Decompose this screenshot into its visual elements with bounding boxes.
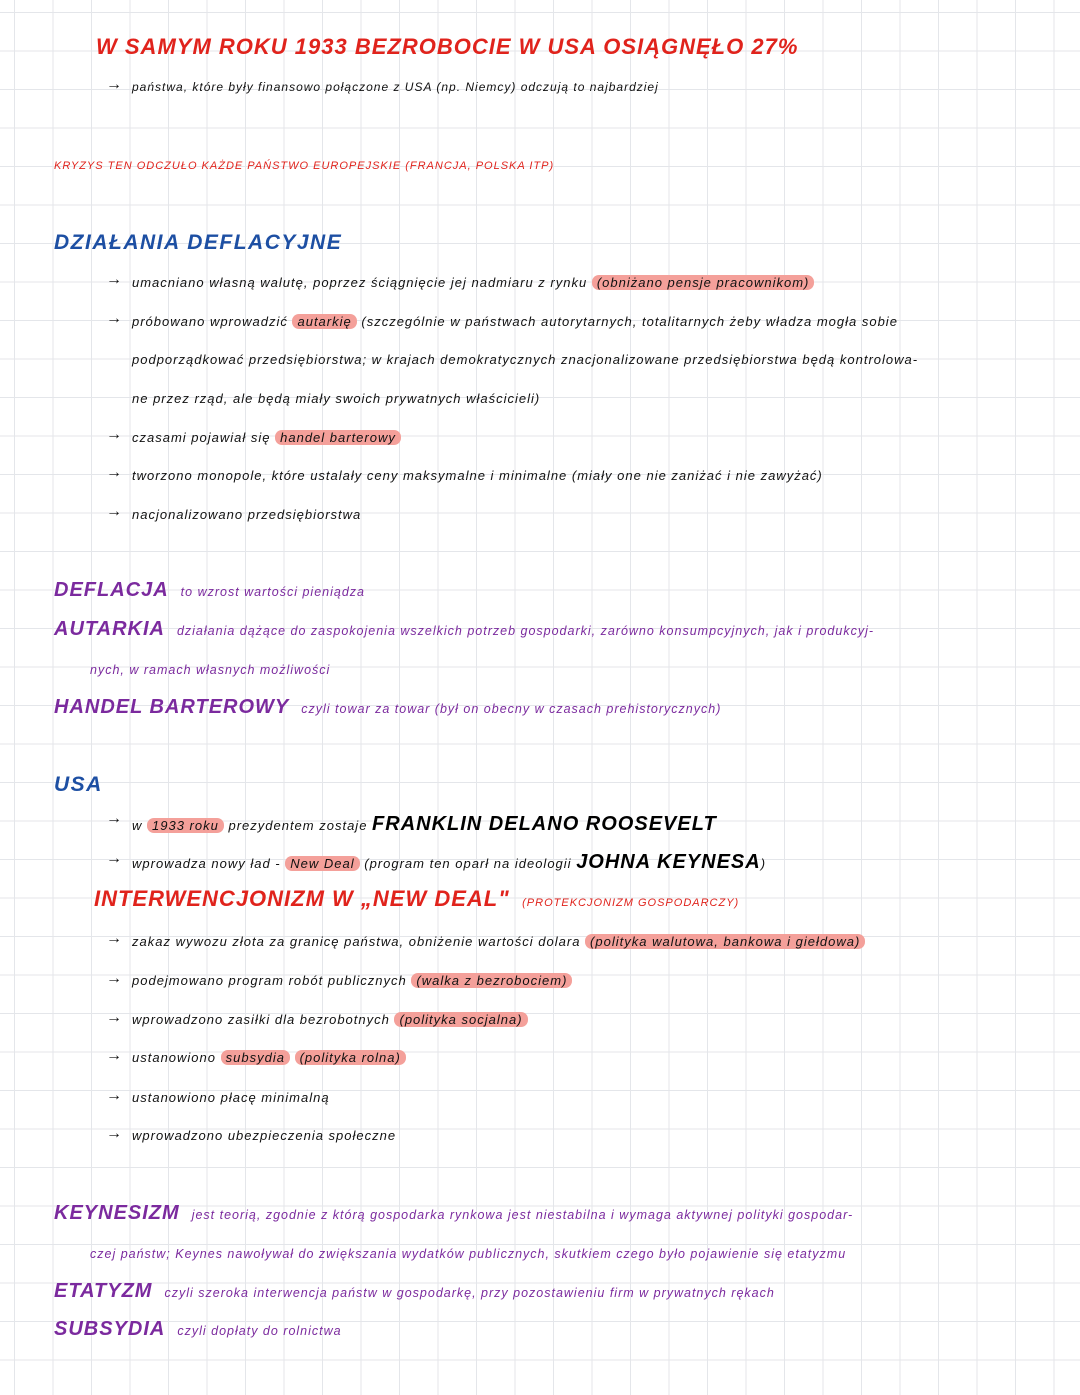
deflation-heading: DZIAŁANIA DEFLACYJNE <box>54 231 343 254</box>
page-title: W SAMYM ROKU 1933 BEZROBOCIE W USA OSIĄGNĘŁO 27% <box>96 34 799 59</box>
usa-item-2-close: ) <box>760 856 767 871</box>
term-subsydia: SUBSYDIA <box>54 1318 166 1340</box>
highlight: autarkię <box>292 314 356 329</box>
new-deal-item-6: wprowadzono ubezpieczenia społeczne <box>132 1128 397 1143</box>
title-note: państwa, które były finansowo połączone z USA (np. Niemcy) odczują to najbardziej <box>132 80 659 94</box>
highlight: 1933 roku <box>147 818 224 833</box>
def-etatyzm: czyli szeroka interwencja państw w gospodarkę, przy pozostawieniu firm w prywatnych rękach <box>164 1286 775 1300</box>
arrow-right-icon: → <box>106 464 122 481</box>
usa-item-1 <box>132 812 717 836</box>
term-etatyzm: ETATYZM <box>54 1280 153 1302</box>
deflation-item-2 <box>132 314 898 330</box>
usa-item-2 <box>132 850 766 874</box>
new-deal-item-4-text: ustanowiono <box>132 1050 216 1065</box>
highlight: handel barterowy <box>275 430 401 445</box>
term-autarkia: AUTARKIA <box>54 618 165 640</box>
term-keynesizm: KEYNESIZM <box>54 1202 180 1224</box>
deflation-item-3-text: czasami pojawiał się <box>132 430 271 445</box>
definition-handel <box>54 695 721 719</box>
term-handel: HANDEL BARTEROWY <box>54 696 290 718</box>
arrow-right-icon: → <box>106 1047 122 1064</box>
new-deal-item-3 <box>132 1012 528 1028</box>
deflation-item-3 <box>132 430 401 446</box>
new-deal-item-1 <box>132 934 865 950</box>
deflation-item-1-text: umacniano własną walutę, poprzez ściągnięcie jej nadmiaru z rynku <box>132 275 588 290</box>
arrow-right-icon: → <box>106 426 122 443</box>
arrow-right-icon: → <box>106 970 122 987</box>
definition-subsydia <box>54 1317 342 1341</box>
highlight: (polityka rolna) <box>295 1050 406 1065</box>
term-deflacja: DEFLACJA <box>54 579 169 601</box>
highlight: (polityka socjalna) <box>394 1012 527 1027</box>
arrow-right-icon: → <box>106 76 122 93</box>
usa-item-1-pre: w <box>132 818 143 833</box>
arrow-right-icon: → <box>106 310 122 327</box>
deflation-item-1 <box>132 275 814 291</box>
arrow-right-icon: → <box>106 930 122 947</box>
arrow-right-icon: → <box>106 1009 122 1026</box>
deflation-item-2-text-a: próbowano wprowadzić <box>132 314 288 329</box>
highlight: New Deal <box>285 856 359 871</box>
deflation-item-2-line-2: podporządkować przedsiębiorstwa; w krajach demokratycznych znacjonalizowane przedsiębiorstwa będą kontrolowa- <box>132 352 919 367</box>
deflation-item-5: nacjonalizowano przedsiębiorstwa <box>132 507 362 522</box>
highlight: (walka z bezrobociem) <box>411 973 572 988</box>
deflation-item-2-line-3: ne przez rząd, ale będą miały swoich prywatnych właścicieli) <box>132 391 541 406</box>
arrow-right-icon: → <box>106 271 122 288</box>
usa-item-2-mid: (program ten oparł na ideologii <box>364 856 572 871</box>
usa-heading: USA <box>54 773 103 796</box>
def-deflacja: to wzrost wartości pieniądza <box>180 585 365 599</box>
def-keynesizm-line-2: czej państw; Keynes nawoływał do zwiększania wydatków publicznych, skutkiem czego było pojawienie się etatyzmu <box>90 1247 847 1261</box>
usa-item-1-mid: prezydentem zostaje <box>228 818 368 833</box>
new-deal-heading-note: (PROTEKCJONIZM GOSPODARCZY) <box>522 897 740 909</box>
new-deal-item-1-text: zakaz wywozu złota za granicę państwa, obniżenie wartości dolara <box>132 934 581 949</box>
arrow-right-icon: → <box>106 1087 122 1104</box>
definition-autarkia <box>54 617 874 641</box>
arrow-right-icon: → <box>106 810 122 827</box>
definition-keynesizm <box>54 1201 853 1225</box>
def-subsydia: czyli dopłaty do rolnictwa <box>177 1324 342 1338</box>
usa-item-2-pre: wprowadza nowy ład - <box>132 856 281 871</box>
definition-deflacja <box>54 578 365 602</box>
def-handel: czyli towar za towar (był on obecny w czasach prehistorycznych) <box>301 702 722 716</box>
deflation-item-2-text-b: (szczególnie w państwach autorytarnych, totalitarnych żeby władza mogła sobie <box>361 314 898 329</box>
new-deal-heading-line <box>94 886 739 912</box>
new-deal-heading: INTERWENCJONIZM W „NEW DEAL" <box>94 886 510 911</box>
arrow-right-icon: → <box>106 850 122 867</box>
deflation-item-4: tworzono monopole, które ustalały ceny maksymalne i minimalne (miały one nie zaniżać i nie zawyżać) <box>132 468 823 483</box>
roosevelt-name: FRANKLIN DELANO ROOSEVELT <box>372 813 717 835</box>
def-autarkia-line-2: nych, w ramach własnych możliwości <box>90 663 331 677</box>
def-autarkia: działania dążące do zaspokojenia wszelkich potrzeb gospodarki, zarówno konsumpcyjnych, jak i produkcyj- <box>176 624 875 638</box>
new-deal-item-5: ustanowiono płacę minimalną <box>132 1090 330 1105</box>
new-deal-item-4 <box>132 1050 406 1066</box>
keynes-name: JOHNA KEYNESA <box>576 851 761 873</box>
arrow-right-icon: → <box>106 503 122 520</box>
highlight: (obniżano pensje pracownikom) <box>592 275 815 290</box>
definition-etatyzm <box>54 1279 775 1303</box>
arrow-right-icon: → <box>106 1125 122 1142</box>
new-deal-item-3-text: wprowadzono zasiłki dla bezrobotnych <box>132 1012 390 1027</box>
highlight: (polityka walutowa, bankowa i giełdowa) <box>585 934 865 949</box>
def-keynesizm: jest teorią, zgodnie z którą gospodarka rynkowa jest niestabilna i wymaga aktywnej polityki gospodar- <box>191 1208 854 1222</box>
new-deal-item-2-text: podejmowano program robót publicznych <box>132 973 407 988</box>
crisis-note: KRYZYS TEN ODCZUŁO KAŻDE PAŃSTWO EUROPEJSKIE (FRANCJA, POLSKA ITP) <box>54 160 555 172</box>
new-deal-item-2 <box>132 973 572 989</box>
highlight: subsydia <box>221 1050 290 1065</box>
